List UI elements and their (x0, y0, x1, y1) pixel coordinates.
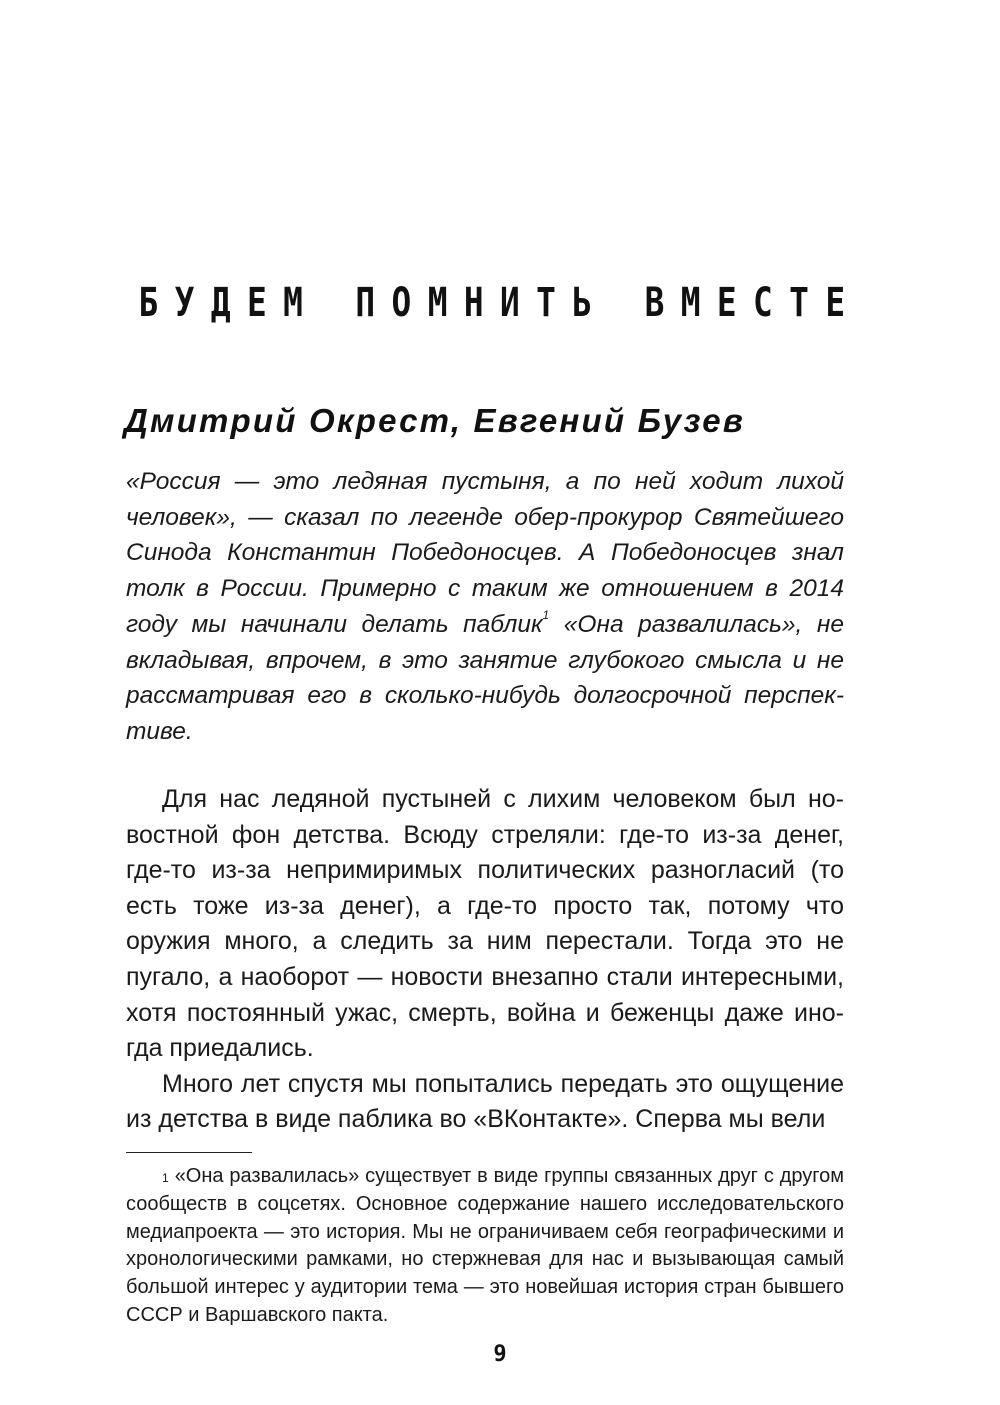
footnote (126, 1163, 844, 1330)
epigraph (126, 464, 844, 750)
epigraph-text-start: «Россия — это ледяная пустыня, а по ней ходит лихой человек», — сказал по легенде обер-прокурор Святейшего Синода Константин Победоносцев. А Победоносцев знал толк в России. Примерно с таким же отношением в 2014 году мы начинали делать паблик (126, 468, 844, 638)
paragraph: Много лет спустя мы попытались передать это ощущение из детства в виде паблика во «ВКонтакте». Сперва мы вели (126, 1069, 844, 1134)
footnote-divider (126, 1152, 252, 1153)
footnote-reference[interactable]: 1 (542, 607, 550, 622)
chapter-authors: Дмитрий Окрест, Евгений Бузев (124, 402, 745, 439)
footnote-mark: 1 (162, 1171, 169, 1185)
epigraph-text-end: «Она развалилась», не вкладывая, впрочем, в это занятие глубокого смысла и не рассматривая его в сколько-нибудь долгосрочной перспективе. (126, 610, 844, 745)
paragraph: Для нас ледяной пустыней с лихим человеком был новостной фон детства. Всюду стреляли: где-то из-за денег, где-то из-за непримиримых политических разногласий (то есть тоже из-за денег), а где-то просто так, потому что оружия много, а следить за ним перестали. Тогда это не пугало, а наоборот — новости внезапно стали интересными, хотя постоянный ужас, смерть, война и беженцы даже иногда приедались. (126, 785, 844, 1063)
body-text (126, 782, 844, 1138)
footnote-text: «Она развалилась» существует в виде группы связанных друг с другом сообществ в соцсетях. Основное содержание нашего исследовательского медиапроекта — это история. Мы не ограничиваем себя географическими и хронологическими рамками, но стержневая для нас и вызывающая самый большой интерес у аудитории тема — это новейшая история стран бывшего СССР и Варшавского пакта. (126, 1165, 844, 1326)
page-number: 9 (493, 1342, 507, 1367)
chapter-title: БУДЕМ ПОМНИТЬ ВМЕСТЕ (138, 280, 862, 326)
